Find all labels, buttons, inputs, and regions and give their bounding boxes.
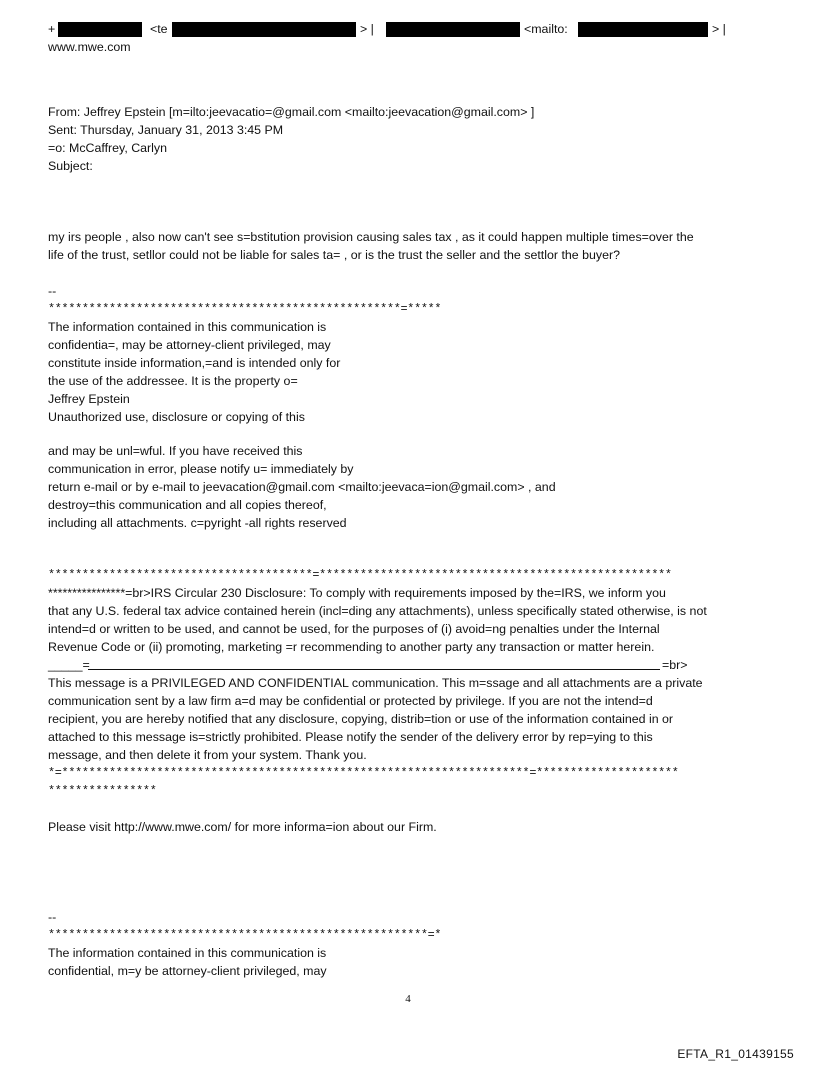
sig-line: including all attachments. c=pyright -all rights reserved <box>48 516 347 530</box>
rule-right: =br> <box>662 658 688 672</box>
irs-line: Revenue Code or (ii) promoting, marketing =r recommending to another party any transaction or matter herein. <box>48 640 655 654</box>
rule-line <box>48 656 770 674</box>
sig-dash: -- <box>48 910 57 924</box>
sig-dash: -- <box>48 284 57 298</box>
body-line: life of the trust, setllor could not be liable for sales ta= , or is the trust the seller and the settlor the buyer? <box>48 248 620 262</box>
sig-line: and may be unl=wful. If you have received this <box>48 444 303 458</box>
rule-left: _____= <box>48 658 90 672</box>
header-gt1: > | <box>360 22 374 36</box>
sig-line: constitute inside information,=and is intended only for <box>48 356 341 370</box>
sig-line: communication in error, please notify u= immediately by <box>48 462 354 476</box>
header-mailto: <mailto: <box>524 22 568 36</box>
bates-number: EFTA_R1_01439155 <box>677 1047 794 1061</box>
privilege-line: message, and then delete it from your system. Thank you. <box>48 748 367 762</box>
privilege-line: communication sent by a law firm a=d may be confidential or protected by privilege. If you are not the intend=d <box>48 694 653 708</box>
body-line: my irs people , also now can't see s=bstitution provision causing sales tax , as it could happen multiple times=over the <box>48 230 694 244</box>
to-line: =o: McCaffrey, Carlyn <box>48 141 168 155</box>
email-headers <box>48 103 770 175</box>
header-te: <te <box>150 22 168 36</box>
irs-line: ****************=br>IRS Circular 230 Disclosure: To comply with requirements imposed by the=IRS, we inform you <box>48 586 666 600</box>
subject-line: Subject: <box>48 159 93 173</box>
sig-line: destroy=this communication and all copies thereof, <box>48 498 327 512</box>
disclaimer-block <box>48 566 770 800</box>
rule-underline <box>88 669 660 670</box>
sig-stars: ********************************************************=* <box>48 928 442 942</box>
privilege-line: recipient, you are hereby notified that any disclosure, copying, distrib=tion or use of the information contained in or <box>48 712 674 726</box>
message-body <box>48 228 770 264</box>
disclaimer-stars: ***************************************=**************************************************** <box>48 568 672 582</box>
sent-line: Sent: Thursday, January 31, 2013 3:45 PM <box>48 123 284 137</box>
signature-block-2 <box>48 908 770 980</box>
sig-line: the use of the addressee. It is the property o= <box>48 374 298 388</box>
redaction-bar <box>578 22 708 37</box>
signature-block <box>48 282 770 426</box>
sig-line: The information contained in this communication is <box>48 946 327 960</box>
sig-stars: ****************************************************=***** <box>48 302 442 316</box>
disclaimer-stars: *=*********************************************************************=********************* <box>48 766 679 780</box>
sig-line: Unauthorized use, disclosure or copying of this <box>48 410 305 424</box>
sig-line: confidential, m=y be attorney-client privileged, may <box>48 964 327 978</box>
header-plus: + <box>48 22 56 36</box>
privilege-line: attached to this message is=strictly prohibited. Please notify the sender of the delivery error by rep=ying to this <box>48 730 653 744</box>
redaction-bar <box>58 22 142 37</box>
header-gt2: > | <box>712 22 726 36</box>
visit-line: Please visit http://www.mwe.com/ for more informa=ion about our Firm. <box>48 820 437 834</box>
sig-line: confidentia=, may be attorney-client privileged, may <box>48 338 331 352</box>
redaction-bar <box>172 22 356 37</box>
disclaimer-stars: **************** <box>48 784 157 798</box>
privilege-line: This message is a PRIVILEGED AND CONFIDENTIAL communication. This m=ssage and all attachments are a private <box>48 676 703 690</box>
from-line: From: Jeffrey Epstein [m=ilto:jeevacatio=@gmail.com <mailto:jeevacation@gmail.com> ] <box>48 105 535 119</box>
signature-block-continued <box>48 442 770 532</box>
irs-line: that any U.S. federal tax advice contained herein (incl=ding any attachments), unless specifically stated otherwise, is not <box>48 604 707 618</box>
irs-line: intend=d or written to be used, and cannot be used, for the purposes of (i) avoid=ng penalties under the Internal <box>48 622 660 636</box>
redaction-bar <box>386 22 520 37</box>
page-number: 4 <box>405 993 411 1005</box>
sig-line: return e-mail or by e-mail to jeevacation@gmail.com <mailto:jeevaca=ion@gmail.com> , and <box>48 480 556 494</box>
sig-line: The information contained in this communication is <box>48 320 327 334</box>
sig-line: Jeffrey Epstein <box>48 392 130 406</box>
header-site: www.mwe.com <box>48 40 131 54</box>
